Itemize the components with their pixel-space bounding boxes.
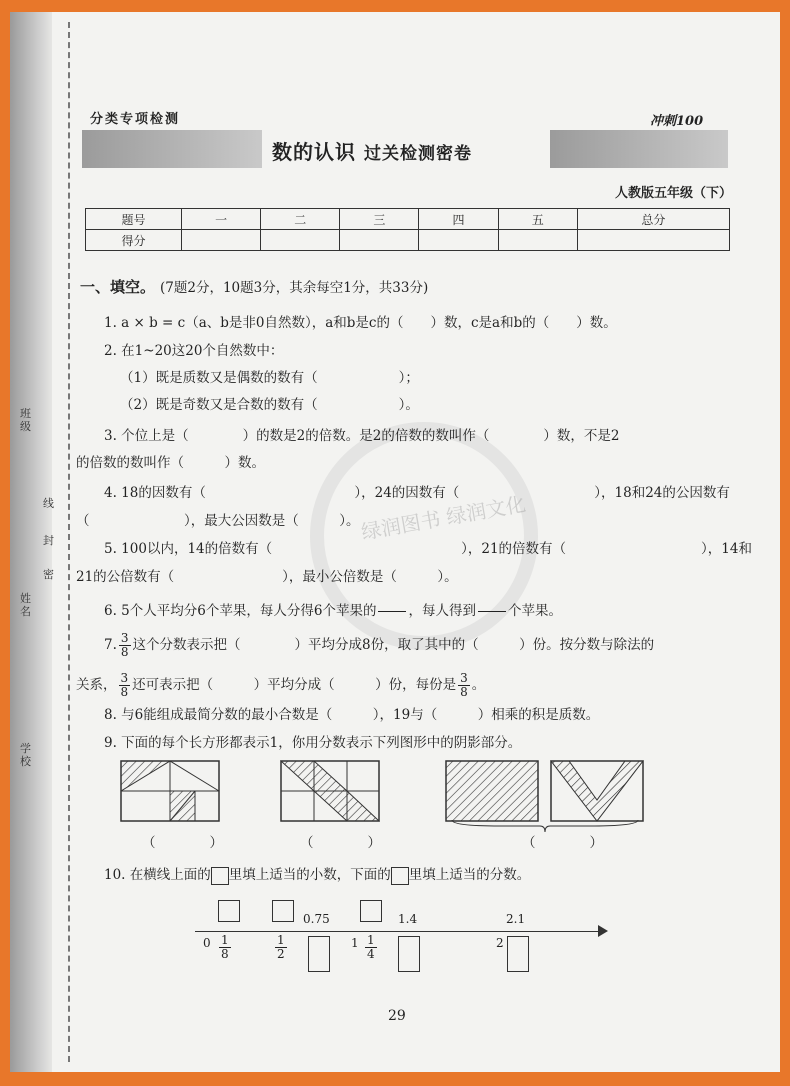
- score-header-row: [86, 209, 730, 230]
- question-2: 2. 在1~20这20个自然数中：: [104, 343, 284, 359]
- figure-3-brace: [450, 818, 640, 834]
- side-class-label: 班级: [20, 407, 31, 433]
- fraction-box-2[interactable]: [398, 936, 420, 972]
- question-8: 8. 与6能组成最简分数的最小合数是（ ），19与（ ）相乘的积是质数。: [104, 707, 600, 723]
- question-10: [104, 866, 530, 885]
- score-col-1: 一: [182, 209, 261, 230]
- worksheet-page: [10, 12, 780, 1072]
- question-6-text-a: 6. 5个人平均分6个苹果，每人分得6个苹果的: [104, 603, 377, 619]
- fraction-1-8: [217, 934, 233, 961]
- side-seal-label: 封: [43, 534, 54, 547]
- decimal-box-2[interactable]: [272, 900, 294, 922]
- score-col-4: 四: [419, 209, 498, 230]
- question-10-text-a: 10. 在横线上面的: [104, 867, 211, 883]
- fraction-denominator: 8: [120, 645, 129, 659]
- cut-line: [68, 22, 70, 1062]
- score-col-total: 总分: [577, 209, 729, 230]
- fraction-denominator: 8: [460, 685, 468, 699]
- question-6-text-b: ，每人得到: [408, 603, 476, 619]
- score-cell[interactable]: [498, 230, 577, 251]
- frac-den: 2: [277, 947, 285, 961]
- score-table: [85, 208, 730, 251]
- tick-1: 1: [351, 936, 359, 950]
- title-band-right: [550, 130, 728, 168]
- side-school-label: 学校: [20, 742, 31, 768]
- question-7-end: 。: [471, 677, 486, 693]
- fraction-box-3[interactable]: [507, 936, 529, 972]
- title-highlight: 数的认识: [272, 140, 356, 164]
- fraction-3-8-c: [458, 672, 470, 699]
- top-label-0.75: 0.75: [303, 912, 330, 926]
- question-6-blank-fraction[interactable]: [378, 598, 406, 625]
- edition-label: 人教版五年级（下）: [615, 186, 733, 201]
- tick-0: 0: [203, 936, 211, 950]
- answer-blank-1[interactable]: （ ）: [142, 835, 223, 851]
- score-cell[interactable]: [182, 230, 261, 251]
- question-7-line2: [76, 672, 485, 699]
- question-5-line1: 5. 100以内，14的倍数有（ ），21的倍数有（ ），14和: [104, 541, 752, 557]
- question-7-text-b: 还可表示把（ ）平均分成（ ）份，每份是: [132, 677, 457, 693]
- fraction-numerator: 3: [120, 631, 129, 645]
- score-cell[interactable]: [340, 230, 419, 251]
- tick-2: 2: [496, 936, 504, 950]
- badge-label: 冲刺100: [650, 114, 704, 129]
- fraction-numerator: 3: [120, 671, 129, 685]
- score-cell[interactable]: [261, 230, 340, 251]
- series-label: 分类专项检测: [90, 112, 181, 127]
- frac-num: 1: [221, 933, 229, 947]
- side-name-label: 姓名: [20, 592, 31, 618]
- question-7-prefix: 关系，: [76, 677, 117, 693]
- top-label-1.4: 1.4: [398, 912, 418, 926]
- question-7-text-a: 这个分数表示把（ ）平均分成8份，取了其中的（ ）份。按分数与除法的: [132, 637, 655, 653]
- score-col-5: 五: [498, 209, 577, 230]
- question-9: 9. 下面的每个长方形都表示1，你用分数表示下列图形中的阴影部分。: [104, 735, 522, 751]
- fraction-3-8-b: [119, 672, 131, 699]
- frac-den: 8: [221, 947, 229, 961]
- question-1: 1. a × b = c（a、b是非0自然数），a和b是c的（ ）数，c是a和b的（ ）数。: [104, 315, 617, 331]
- score-col-3: 三: [340, 209, 419, 230]
- question-3-line1: 3. 个位上是（ ）的数是2的倍数。是2的倍数的数叫作（ ）数，不是2: [104, 428, 620, 444]
- frac-den: 4: [367, 947, 375, 961]
- number-line: [195, 931, 600, 932]
- section-heading: 一、填空。: [80, 278, 156, 296]
- question-6-blank-fraction-2[interactable]: [478, 598, 506, 625]
- square-icon: [211, 867, 229, 885]
- question-6: [104, 598, 562, 625]
- answer-blank-3[interactable]: （ ）: [522, 835, 603, 851]
- score-cell[interactable]: [419, 230, 498, 251]
- square-icon: [391, 867, 409, 885]
- decimal-box-1[interactable]: [218, 900, 240, 922]
- decimal-box-3[interactable]: [360, 900, 382, 922]
- question-2a: （1）既是质数又是偶数的数有（ ）；: [120, 370, 419, 386]
- score-cell[interactable]: [577, 230, 729, 251]
- score-row-label: 得分: [86, 230, 182, 251]
- question-2b: （2）既是奇数又是合数的数有（ ）。: [120, 397, 419, 413]
- figure-rect-2: [280, 760, 380, 822]
- frac-num: 1: [277, 933, 285, 947]
- frac-num: 1: [367, 933, 375, 947]
- fraction-denominator: 8: [120, 685, 129, 699]
- fraction-1-4: [363, 934, 379, 961]
- title-main: [272, 136, 472, 165]
- top-label-2.1: 2.1: [506, 912, 526, 926]
- question-3-line2: 的倍数的数叫作（ ）数。: [76, 455, 265, 471]
- watermark-text: 绿润图书 绿润文化: [359, 491, 528, 545]
- answer-blank-2[interactable]: （ ）: [300, 835, 381, 851]
- fraction-3-8: [119, 632, 131, 659]
- title-rest: 过关检测密卷: [364, 144, 472, 164]
- section-note: (7题2分，10题3分，其余每空1分，共33分): [160, 280, 429, 296]
- side-secret-label: 密: [43, 568, 54, 581]
- question-10-text-c: 里填上适当的分数。: [408, 867, 531, 883]
- score-col-label: 题号: [86, 209, 182, 230]
- question-5-line2: 21的公倍数有（ ），最小公倍数是（ ）。: [76, 569, 458, 585]
- figure-rect-1: [120, 760, 220, 822]
- question-10-text-b: 里填上适当的小数，下面的: [228, 867, 391, 883]
- title-band-left: [82, 130, 262, 168]
- side-line-label: 线: [43, 497, 54, 510]
- question-6-text-c: 个苹果。: [507, 603, 562, 619]
- fraction-1-2: [273, 934, 289, 961]
- question-4-line2: （ ），最大公因数是（ ）。: [76, 513, 360, 529]
- score-value-row: [86, 230, 730, 251]
- arrow-right-icon: [598, 925, 608, 937]
- page-number: 29: [388, 1008, 406, 1024]
- score-col-2: 二: [261, 209, 340, 230]
- question-4-line1: 4. 18的因数有（ ），24的因数有（ ），18和24的公因数有: [104, 485, 730, 501]
- question-7-line1: [104, 632, 654, 659]
- question-7-number: 7.: [104, 637, 117, 653]
- fraction-numerator: 3: [460, 671, 468, 685]
- fraction-box-1[interactable]: [308, 936, 330, 972]
- figure-rect-3: [445, 760, 645, 822]
